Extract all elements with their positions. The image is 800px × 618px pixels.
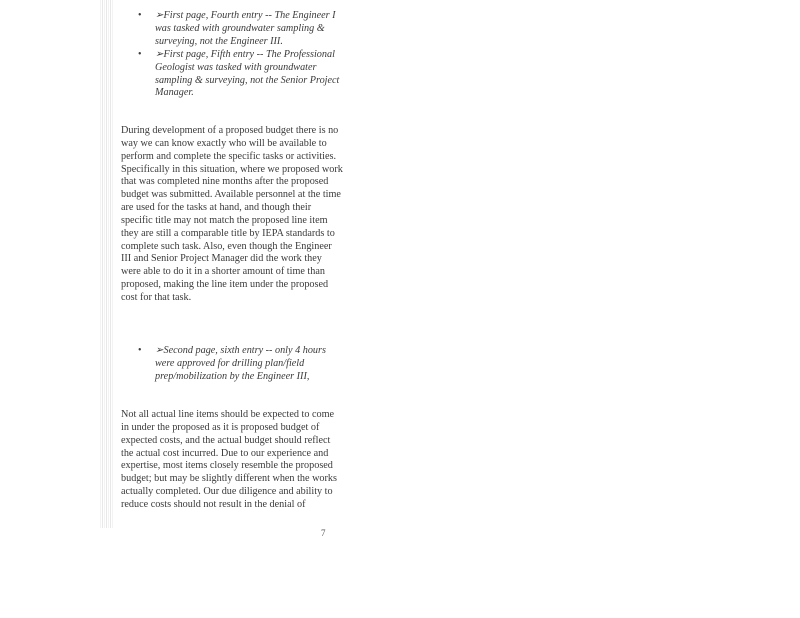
body-paragraph-1: During development of a proposed budget there is no way we can know exactly who will be available to perform and complete the specific tasks or activities. Specifically in this situation, where we proposed work that was completed nine months after the proposed budget was submitted. Available personnel at the time are used for the tasks at hand, and though their specific title may not match the proposed line item they are still a comparable title by IEPA standards to complete such task. Also, even though the Engineer III and Senior Project Manager did the work they were able to do it in a shorter amount of time than proposed, making the line item under the proposed cost for that task. [121,125,343,303]
list-item-text: ➢First page, Fifth entry -- The Professional Geologist was tasked with groundwater sampling & surveying, not the Senior Project Manager. [155,48,340,99]
page-number: 7 [321,528,326,538]
bullet-dot: • [138,345,142,356]
list-item-text: ➢Second page, sixth entry -- only 4 hours were approved for drilling plan/field prep/mobilization by the Engineer III, [155,345,326,382]
list-item [138,49,343,101]
list-item [138,345,343,384]
list-item [138,10,343,49]
list-item-text: ➢First page, Fourth entry -- The Engineer I was tasked with groundwater sampling & surveying, not the Engineer III. [155,10,336,47]
scan-binding-edge [100,0,114,528]
bullet-dot: • [138,48,142,60]
bullet-list-middle [138,345,343,384]
bullet-dot: • [138,10,142,21]
bullet-list-top [138,10,343,100]
body-paragraph-2: Not all actual line items should be expected to come in under the proposed as it is proposed budget of expected costs, and the actual budget should reflect the actual cost incurred. Due to our experience and expertise, most items closely resemble the proposed budget; but may be slightly different when the works actually completed. Our due diligence and ability to reduce costs should not result in the denial of [121,409,337,510]
